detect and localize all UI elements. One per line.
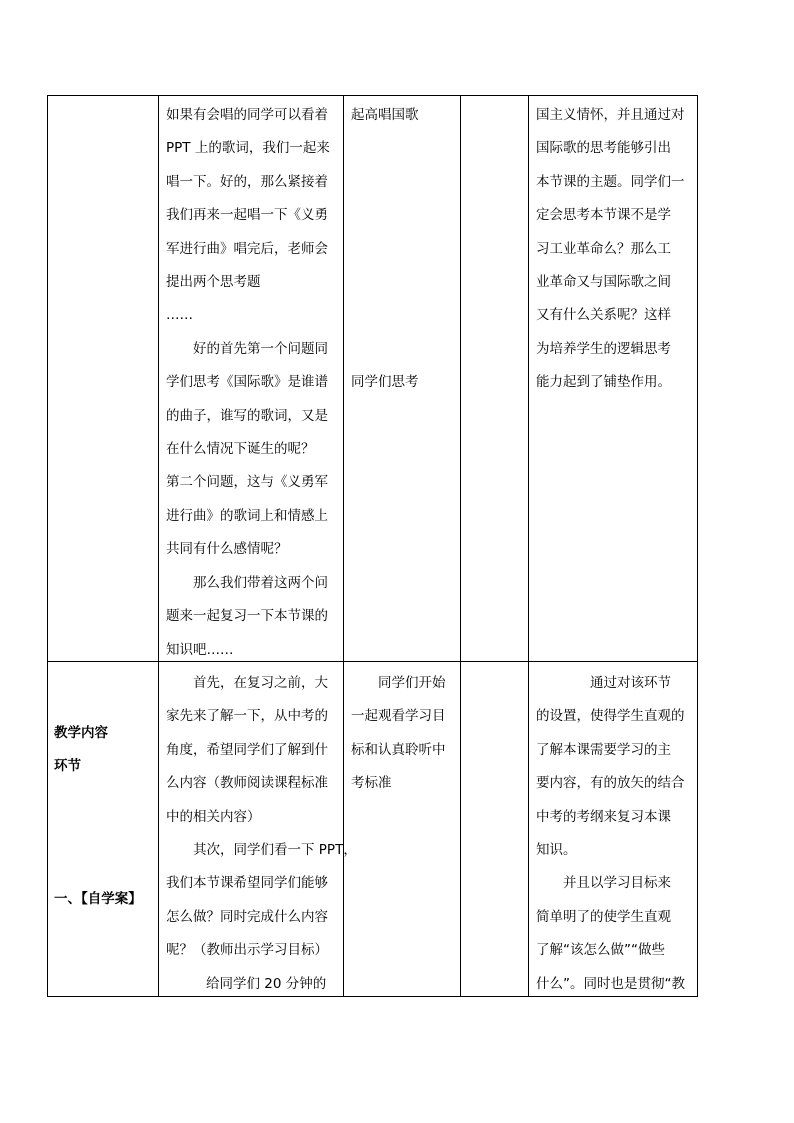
text-line: 军进行曲》唱完后，老师会 — [166, 240, 328, 257]
text-line: 了解本课需要学习的主 — [536, 741, 671, 758]
text-line: 呢？（教师出示学习目标） — [166, 942, 328, 959]
row2-design-intent — [536, 667, 685, 1001]
text-line: 我们再来一起唱一下《义勇 — [166, 207, 328, 224]
text-line: 国主义情怀，并且通过对 — [536, 107, 685, 123]
row2-step-label — [54, 883, 142, 916]
row1-teacher-activity — [166, 99, 330, 667]
text-line: 习工业革命么？那么工 — [536, 240, 671, 257]
text-line: 知识。 — [536, 842, 577, 859]
text-line: 什么”。同时也是贯彻“教 — [536, 975, 685, 992]
row1-design-intent — [536, 99, 685, 400]
text-line: 业革命又与国际歌之间 — [536, 274, 671, 291]
table-row-divider — [47, 661, 698, 662]
text-line: 进行曲》的歌词上和情感上 — [166, 507, 328, 524]
text-line: 能力起到了铺垫作用。 — [536, 374, 671, 391]
section-subtitle: 环节 — [54, 758, 81, 774]
table-border-top — [47, 95, 698, 96]
text-line: 并且以学习目标来 — [563, 875, 671, 892]
row2-teacher-activity — [166, 667, 357, 1001]
text-line: 家先来了解一下，从中考的 — [166, 708, 328, 725]
text-line: 标和认真聆听中 — [351, 741, 446, 758]
row1-student-activity-1 — [351, 99, 419, 132]
text-line: 了解“该怎么做”“做些 — [536, 942, 665, 959]
text-line: 同学们开始 — [378, 675, 446, 691]
text-line: 考标准 — [351, 775, 392, 792]
text-line: 通过对该环节 — [590, 675, 671, 691]
table-border-right — [697, 95, 698, 997]
text-line: 在什么情况下诞生的呢？ — [166, 441, 315, 458]
table-col-divider — [528, 95, 529, 997]
text-line: 首先，在复习之前，大 — [193, 675, 328, 691]
text-line: 要内容，有的放矢的结合 — [536, 775, 685, 792]
text-line: 怎么做？同时完成什么内容 — [166, 908, 328, 925]
row2-section-label — [54, 717, 108, 783]
text-line: 的设置，使得学生直观的 — [536, 708, 685, 725]
row1-student-activity-2 — [351, 366, 419, 399]
text-line: 同学们思考 — [351, 374, 419, 390]
text-line: 么内容（教师阅读课程标准 — [166, 775, 328, 792]
step-title: 一、【自学案】 — [54, 891, 142, 907]
text-line: 一起观看学习目 — [351, 708, 446, 725]
text-line: 国际歌的思考能够引出 — [536, 140, 671, 157]
section-title: 教学内容 — [54, 725, 108, 741]
text-line: 的曲子，谁写的歌词，又是 — [166, 407, 328, 424]
table-border-left — [47, 95, 48, 997]
text-line: 那么我们带着这两个问 — [193, 574, 328, 591]
text-line: 如果有会唱的同学可以看着 — [166, 107, 328, 123]
text-line: 题来一起复习一下本节课的 — [166, 608, 328, 625]
lesson-plan-table — [47, 95, 698, 997]
text-line: 知识吧…… — [166, 641, 234, 658]
table-col-divider — [460, 95, 461, 997]
text-line: 第二个问题，这与《义勇军 — [166, 474, 328, 491]
text-line: 定会思考本节课不是学 — [536, 207, 671, 224]
row2-student-activity — [351, 667, 446, 801]
text-line: 共同有什么感情呢？ — [166, 541, 288, 558]
text-line: 又有什么关系呢？这样 — [536, 307, 671, 324]
text-line: 我们本节课希望同学们能够 — [166, 875, 328, 892]
text-line: 简单明了的使学生直观 — [536, 908, 671, 925]
text-line: 给同学们 20 分钟的 — [206, 975, 327, 992]
text-line: 其次，同学们看一下 PPT， — [193, 842, 357, 859]
text-line: 本节课的主题。同学们一 — [536, 173, 685, 190]
text-line: 学们思考《国际歌》是谁谱 — [166, 374, 328, 391]
text-line: 好的首先第一个问题同 — [193, 340, 328, 357]
table-col-divider — [158, 95, 159, 997]
text-line: 角度，希望同学们了解到什 — [166, 741, 328, 758]
text-line: …… — [166, 307, 193, 324]
text-line: 中考的考纲来复习本课 — [536, 808, 671, 825]
text-line: 提出两个思考题 — [166, 274, 261, 291]
text-line: 中的相关内容） — [166, 808, 261, 825]
text-line: 唱一下。好的，那么紧接着 — [166, 173, 328, 190]
text-line: PPT 上的歌词，我们一起来 — [166, 140, 330, 157]
text-line: 为培养学生的逻辑思考 — [536, 340, 671, 357]
text-line: 起高唱国歌 — [351, 107, 419, 123]
